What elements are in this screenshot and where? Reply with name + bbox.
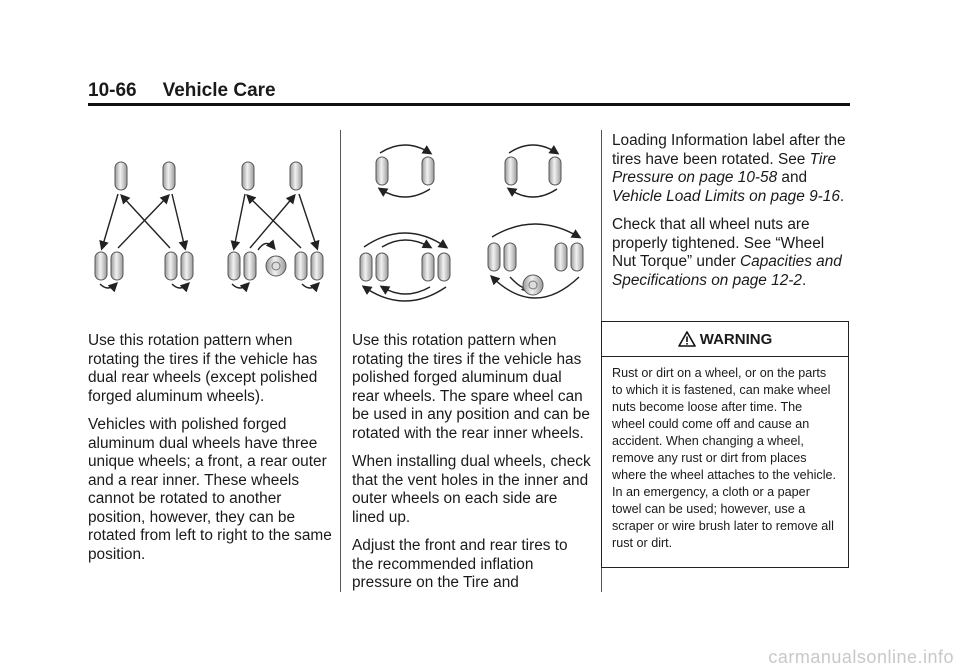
col3-p1-text: Loading Information label after the tires have been rotated. See [612,132,846,168]
column-1 [88,332,333,574]
col3-paragraph-2 [612,216,852,290]
column-2 [352,332,592,603]
warning-box [601,321,849,568]
warning-body: Rust or dirt on a wheel, or on the parts to which it is fastened, can make wheel nuts become loose after time. The wheel could come off and cause an accident. When changing a wheel, remove any rust or dirt from places where the wheel attaches to the vehicle. In an emergency, a cloth or a paper towel can be used; however, use a scraper or wire brush later to remove all rust or dirt. [612,366,837,550]
col1-paragraph-2: Vehicles with polished forged aluminum dual wheels have three unique wheels; a front, a rear outer and a rear inner. These wheels cannot be rotated to another position, however, they can be rotated from left to right to the same position. [88,416,332,563]
warning-header [602,322,848,357]
col2-paragraph-3: Adjust the front and rear tires to the recommended inflation pressure on the Tire and [352,537,568,591]
col2-paragraph-1: Use this rotation pattern when rotating the tires if the vehicle has polished forged aluminum dual rear wheels. The spare wheel can be used in any position and can be rotated with the rear inner wheels. [352,332,590,442]
col3-p1-and: and [777,169,808,186]
link-capacities-specifications[interactable]: Capacities and Specifications on page 12-2 [612,253,842,289]
warning-triangle-icon [678,331,696,347]
section-title: Vehicle Care [162,80,276,101]
link-vehicle-load-limits[interactable]: Vehicle Load Limits on page 9-16 [612,187,840,205]
warning-title: WARNING [699,330,773,348]
col2-paragraph-2: When installing dual wheels, check that the vent holes in the inner and outer wheels on each side are lined up. [352,453,591,526]
link-tire-pressure[interactable]: Tire Pressure on page 10-58 [612,150,837,186]
page-number: 10-66 [88,80,137,101]
col3-p1-period: . [839,187,845,205]
col3-p2-period: . [801,271,807,289]
page-header [88,80,276,102]
column-3 [612,132,852,300]
column-divider-1 [340,130,341,592]
col1-paragraph-1: Use this rotation pattern when rotating the tires if the vehicle has dual rear wheels (except polished forged aluminum wheels). [88,332,318,405]
rotation-diagram-dual-rear [88,150,338,310]
col3-p2-text: Check that all wheel nuts are properly tightened. See “Wheel Nut Torque” under [612,216,825,270]
col3-paragraph-1 [612,132,852,206]
watermark: carmanualsonline.info [768,647,954,667]
header-rule [88,103,850,106]
rotation-diagram-forged-aluminum [350,135,595,310]
